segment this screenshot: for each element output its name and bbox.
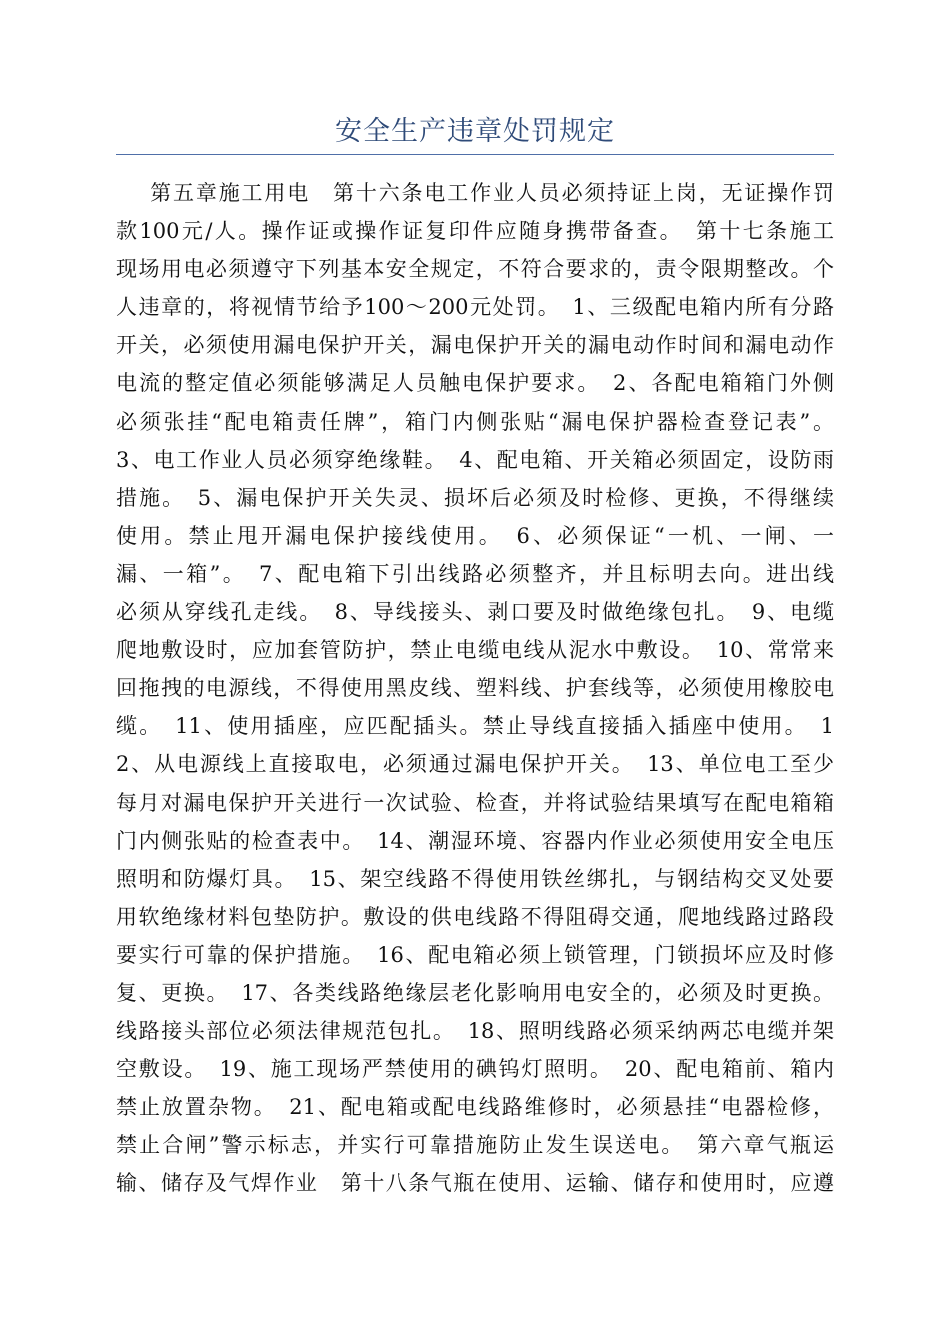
body-line-27: 输、储存及气焊作业 第十八条气瓶在使用、运输、储存和使用时，应遵 (116, 1171, 834, 1196)
body-line-22: 复、更换。 17、各类线路绝缘层老化影响用电安全的，必须及时更换。 (116, 980, 834, 1005)
body-line-16: 2、从电源线上直接取电，必须通过漏电保护开关。 13、单位电工至少 (116, 752, 834, 777)
body-line-03: 现场用电必须遵守下列基本安全规定，不符合要求的，责令限期整改。个 (116, 257, 834, 282)
body-line-20: 用软绝缘材料包垫防护。敷设的供电线路不得阻碍交通，爬地线路过路段 (116, 904, 834, 929)
body-line-18: 门内侧张贴的检查表中。 14、潮湿环境、容器内作业必须使用安全电压 (116, 828, 834, 853)
body-line-23: 线路接头部位必须法律规范包扎。 18、照明线路必须采纳两芯电缆并架 (116, 1019, 834, 1044)
document-title: 安全生产违章处罚规定 (335, 116, 615, 147)
body-line-17: 每月对漏电保护开关进行一次试验、检查，并将试验结果填写在配电箱箱 (116, 790, 834, 815)
body-line-14: 回拖拽的电源线，不得使用黑皮线、塑料线、护套线等，必须使用橡胶电 (116, 676, 834, 701)
title-underline (116, 154, 834, 155)
body-line-09: 措施。 5、漏电保护开关失灵、损坏后必须及时检修、更换，不得继续 (116, 485, 834, 510)
body-line-11: 漏、一箱”。 7、配电箱下引出线路必须整齐，并且标明去向。进出线 (116, 561, 834, 586)
body-line-05: 开关，必须使用漏电保护开关，漏电保护开关的漏电动作时间和漏电动作 (116, 333, 834, 358)
body-line-26: 禁止合闸”警示标志，并实行可靠措施防止发生误送电。 第六章气瓶运 (116, 1133, 834, 1158)
body-line-08: 3、电工作业人员必须穿绝缘鞋。 4、配电箱、开关箱必须固定，设防雨 (116, 447, 834, 472)
body-line-19: 照明和防爆灯具。 15、架空线路不得使用铁丝绑扎，与钢结构交叉处要 (116, 866, 834, 891)
body-line-02: 款100元/人。操作证或操作证复印件应随身携带备查。 第十七条施工 (116, 219, 834, 244)
document-body (116, 174, 834, 1203)
body-line-10: 使用。禁止甩开漏电保护接线使用。 6、必须保证“一机、一闸、一 (116, 523, 834, 548)
body-line-07: 必须张挂“配电箱责任牌”，箱门内侧张贴“漏电保护器检查登记表”。 (116, 409, 834, 434)
body-line-01: 第五章施工用电 第十六条电工作业人员必须持证上岗，无证操作罚 (116, 181, 834, 205)
body-line-06: 电流的整定值必须能够满足人员触电保护要求。 2、各配电箱箱门外侧 (116, 371, 834, 396)
body-line-25: 禁止放置杂物。 21、配电箱或配电线路维修时，必须悬挂“电器检修， (116, 1095, 834, 1120)
body-line-12: 必须从穿线孔走线。 8、导线接头、剥口要及时做绝缘包扎。 9、电缆 (116, 600, 834, 625)
body-line-13: 爬地敷设时，应加套管防护，禁止电缆电线从泥水中敷设。 10、常常来 (116, 638, 834, 663)
body-line-15: 缆。 11、使用插座，应匹配插头。禁止导线直接插入插座中使用。 1 (116, 714, 834, 739)
body-line-21: 要实行可靠的保护措施。 16、配电箱必须上锁管理，门锁损坏应及时修 (116, 942, 834, 967)
body-line-24: 空敷设。 19、施工现场严禁使用的碘钨灯照明。 20、配电箱前、箱内 (116, 1057, 834, 1082)
body-line-04: 人违章的，将视情节给予100～200元处罚。 1、三级配电箱内所有分路 (116, 295, 834, 320)
